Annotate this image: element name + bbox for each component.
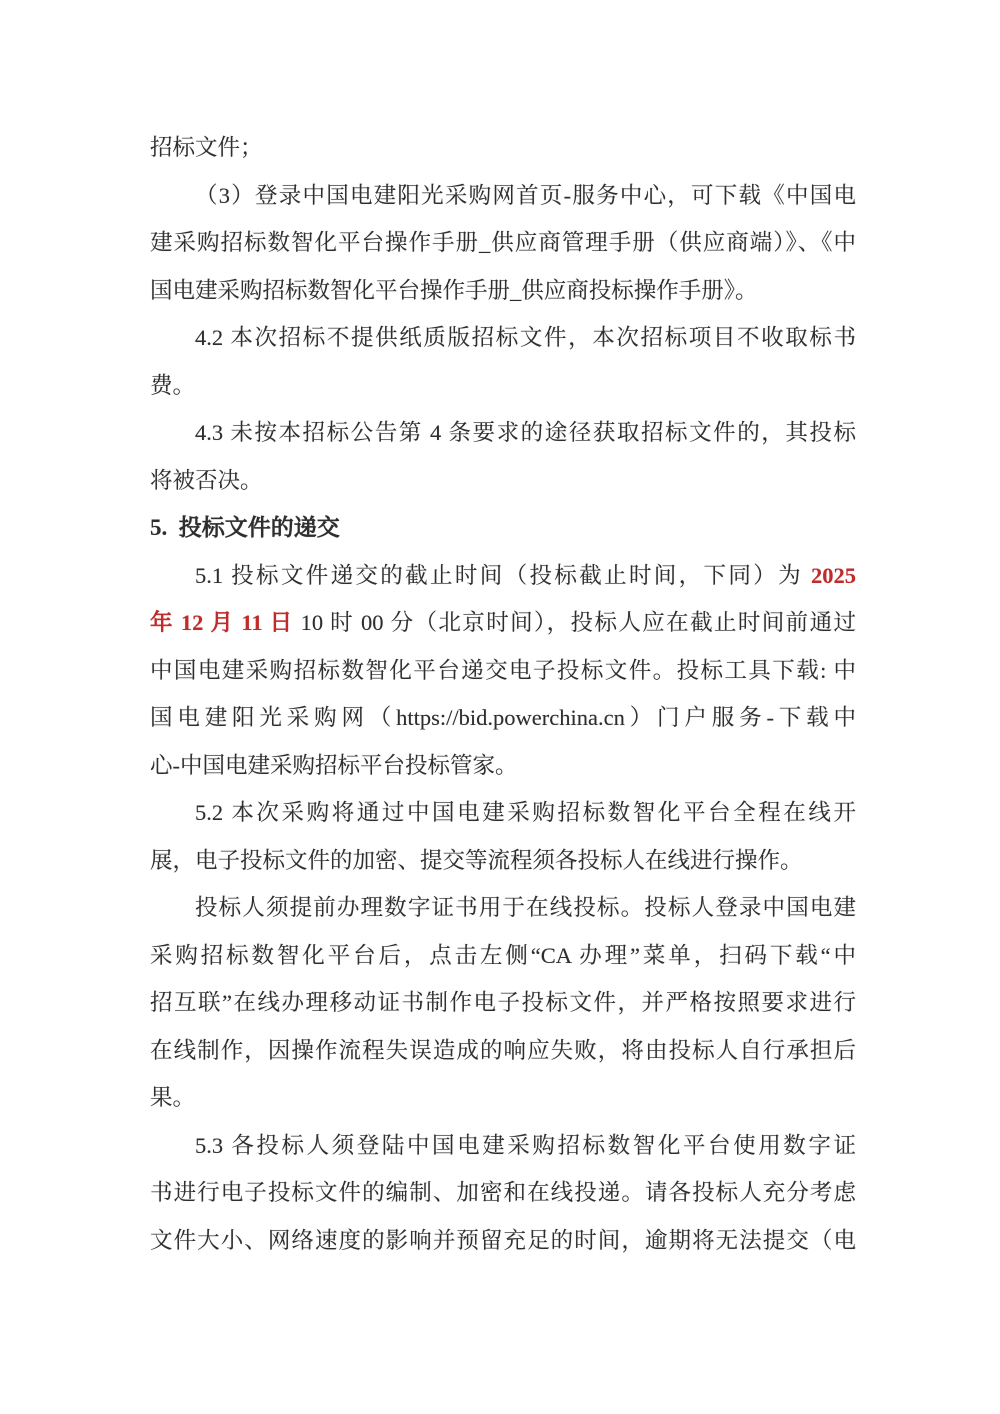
text-line [150, 267, 856, 315]
text-segment: 中国电建采购招标数智化平台递交电子投标文件。投标工具下载: 中 [150, 657, 856, 683]
text-segment: 书进行电子投标文件的编制、加密和在线投递。请各投标人充分考虑 [150, 1180, 856, 1205]
text-segment: 在线制作，因操作流程失误造成的响应失败，将由投标人自行承担后 [150, 1037, 856, 1063]
text-segment: 果。 [150, 1085, 196, 1110]
text-segment: 10 时 00 分（北京时间），投标人应在截止时间前通过 [293, 610, 856, 635]
text-line [150, 124, 856, 172]
text-segment: 费。 [150, 372, 196, 398]
text-line [150, 362, 856, 410]
text-line [150, 219, 856, 267]
text-line [150, 314, 856, 362]
text-segment: 4.2 本次招标不提供纸质版招标文件，本次招标项目不收取标书 [195, 325, 856, 350]
text-line [150, 457, 856, 505]
deadline-highlight-text: 年 12 月 11 日 [150, 610, 294, 635]
text-line [150, 884, 856, 932]
text-line [150, 1027, 856, 1075]
text-line [150, 1122, 856, 1170]
text-segment: （3）登录中国电建阳光采购网首页-服务中心，可下载《中国电 [195, 182, 856, 208]
text-segment: 采购招标数智化平台后，点击左侧“CA 办理”菜单，扫码下载“中 [150, 942, 856, 968]
text-line [150, 552, 856, 600]
text-segment: 展，电子投标文件的加密、提交等流程须各投标人在线进行操作。 [150, 847, 803, 873]
text-line [150, 1074, 856, 1122]
section-heading [150, 504, 856, 552]
text-segment: 5.1 投标文件递交的截止时间（投标截止时间，下同）为 [195, 562, 811, 588]
text-segment: 5.2 本次采购将通过中国电建采购招标数智化平台全程在线开 [195, 800, 856, 825]
text-line [150, 1217, 856, 1265]
text-line [150, 932, 856, 980]
text-segment: 国电建采购招标数智化平台操作手册_供应商投标操作手册》。 [150, 277, 758, 303]
text-line [150, 409, 856, 457]
text-line [150, 979, 856, 1027]
deadline-highlight-text: 2025 [811, 562, 856, 588]
text-segment: 国电建阳光采购网（https://bid.powerchina.cn）门户服务-下载中 [150, 705, 856, 730]
text-line [150, 742, 856, 790]
text-segment: 文件大小、网络速度的影响并预留充足的时间，逾期将无法提交（电 [150, 1227, 856, 1253]
text-line [150, 647, 856, 695]
text-segment: 5. 投标文件的递交 [150, 515, 340, 540]
text-line [150, 172, 856, 220]
text-segment: 招互联”在线办理移动证书制作电子投标文件，并严格按照要求进行 [150, 990, 856, 1015]
text-segment: 心-中国电建采购招标平台投标管家。 [150, 752, 518, 778]
text-line [150, 789, 856, 837]
text-line [150, 694, 856, 742]
text-line [150, 599, 856, 647]
text-segment: 4.3 未按本招标公告第 4 条要求的途径获取招标文件的，其投标 [195, 420, 856, 445]
text-line [150, 837, 856, 885]
text-segment: 招标文件； [150, 135, 263, 160]
document-body [150, 124, 856, 1264]
text-segment: 投标人须提前办理数字证书用于在线投标。投标人登录中国电建 [195, 895, 856, 920]
text-segment: 5.3 各投标人须登陆中国电建采购招标数智化平台使用数字证 [195, 1132, 856, 1158]
text-line [150, 1169, 856, 1217]
text-segment: 将被否决。 [150, 467, 263, 493]
text-segment: 建采购招标数智化平台操作手册_供应商管理手册（供应商端）》、《中 [150, 230, 856, 255]
